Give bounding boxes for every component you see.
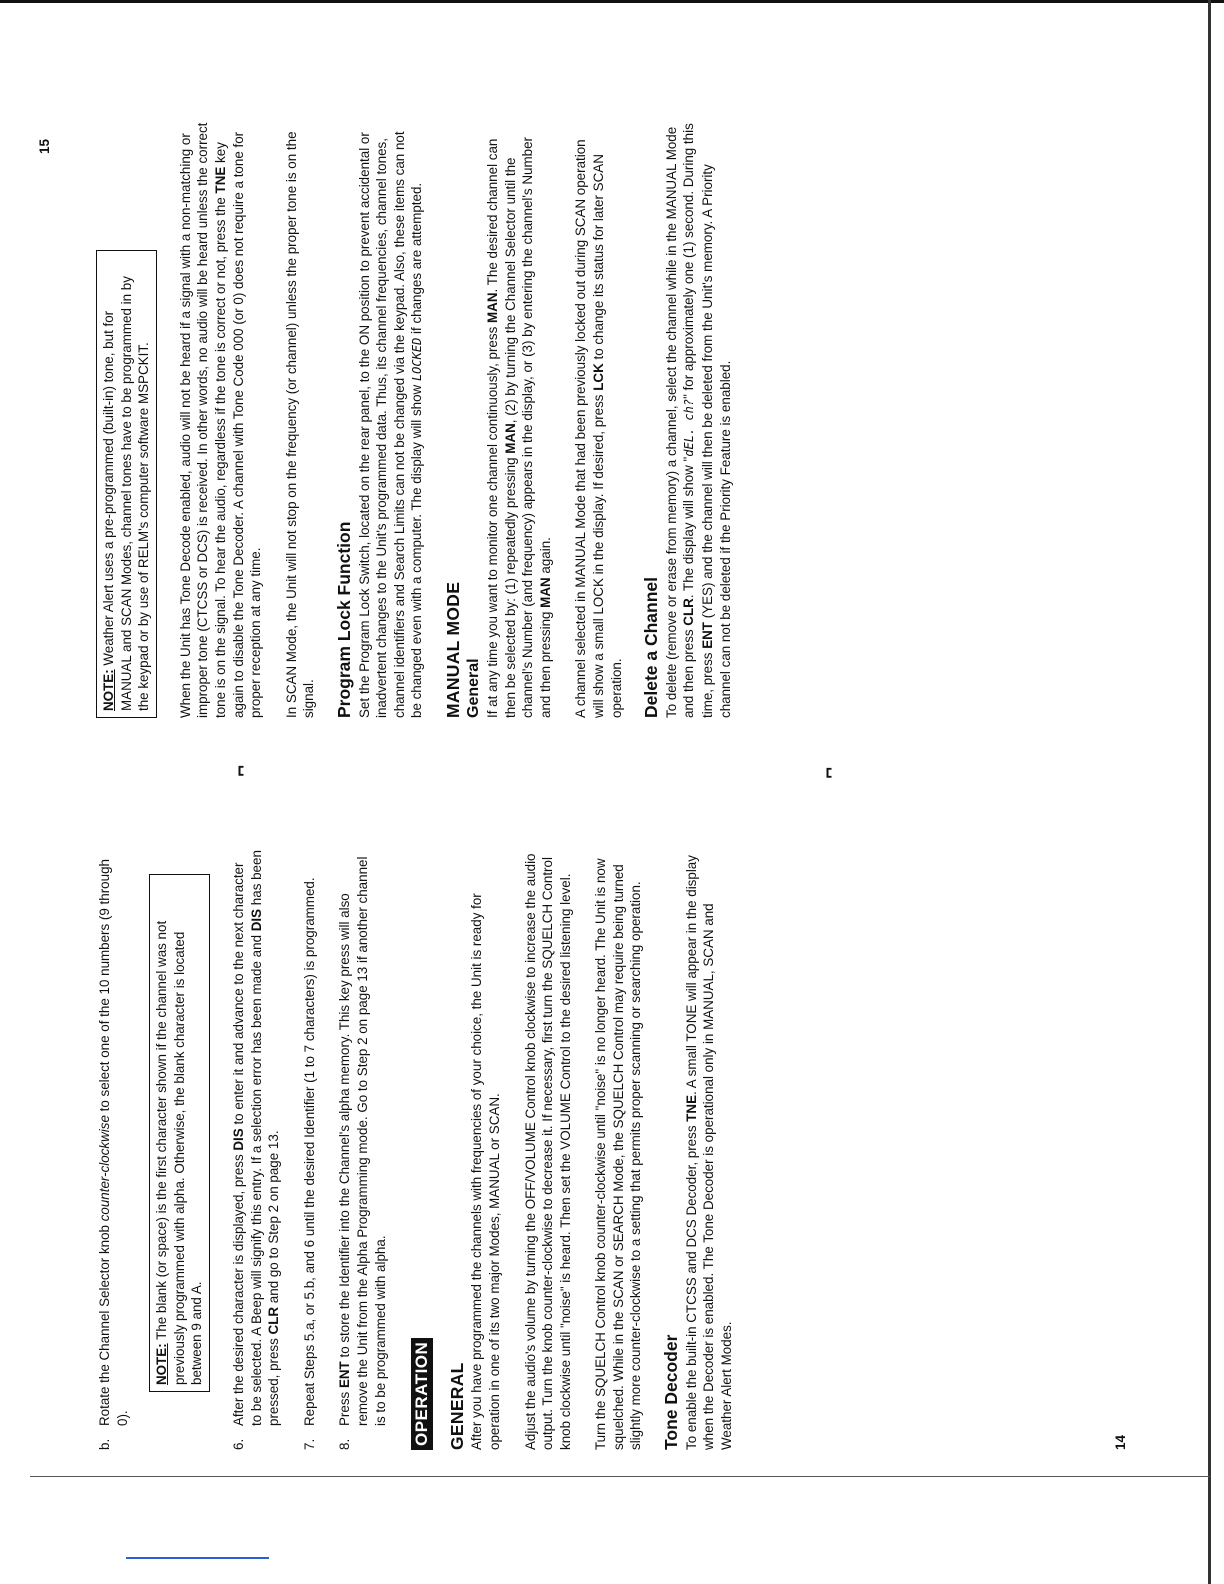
emphasis-text: counter-clockwise	[97, 1115, 112, 1222]
text-run: , (2) by turning the Channel Selector until the channel's Number (and frequency) appears in the display, or (3) by entering the channel's Number and then pressing	[502, 137, 553, 718]
text-run: . The display will show "	[681, 456, 697, 599]
program-lock-paragraph	[356, 118, 427, 718]
volume-paragraph: Adjust the audio's volume by turning the OFF/VOLUME Control knob clockwise to increase the audio output. Turn the knob counter-clockwise to decrease it. If necessary, first turn the SQUELCH Control knob clockwise until "noise" is heard. Then set the VOLUME Control to the desired listening level.	[522, 853, 573, 1450]
key-name: ENT	[700, 622, 716, 649]
scan-edge-mark	[1208, 0, 1211, 1584]
tone-decoder-heading: Tone Decoder	[661, 1334, 682, 1450]
note-label: NOTE:	[154, 1343, 170, 1385]
key-name: LCK	[591, 363, 607, 391]
note-box-weather-alert	[96, 250, 157, 718]
rotated-document-spread	[8, 68, 1128, 1548]
text-run: and go to Step 2 on page 13.	[266, 1130, 282, 1307]
text-run: to select one of the 10 numbers (9 through 0).	[97, 859, 130, 1426]
delete-channel-paragraph	[663, 118, 734, 718]
tone-decoder-paragraph	[683, 850, 736, 1450]
step-b	[96, 850, 131, 1450]
step-7-text	[301, 850, 319, 1426]
step-6-number: 6.	[230, 1438, 246, 1450]
key-name: ENT	[337, 1361, 353, 1389]
key-name: MAN	[502, 423, 518, 454]
text-run: A channel selected in MANUAL Mode that had been previously locked out during SCAN operation will show a small LOCK in the display. If desired, press	[573, 139, 607, 718]
note-label: NOTE:	[101, 669, 116, 711]
text-run: to store the Identifier into the Channel's alpha memory. This key press will also remove the Unit from the Alpha Programming mode. Go to Step 2 on page 13 if another channel is to be programmed with alpha.	[337, 856, 388, 1426]
squelch-paragraph: Turn the SQUELCH Control knob counter-clockwise until "noise" is no longer heard. The Unit is now squelched. While in the SCAN or SEARCH Mode, the SQUELCH Control may require being turned slightly more counter-clockwise to a setting that permits proper scanning or searching operation.	[593, 858, 644, 1450]
step-7	[301, 850, 319, 1450]
page-number-15: 15	[37, 138, 52, 154]
operation-section-heading: OPERATION	[411, 1338, 433, 1450]
program-lock-heading: Program Lock Function	[333, 521, 354, 718]
text-run: to change its status for later SCAN operation.	[591, 154, 624, 718]
text-run: Press	[337, 1388, 353, 1426]
text-run: again.	[537, 537, 553, 578]
manual-page-14	[96, 850, 1128, 1450]
display-text: dEL. ch?	[682, 398, 697, 457]
manual-general-heading: General	[464, 658, 482, 718]
step-b-number: b.	[97, 1438, 112, 1450]
text-run: to enter it and advance to the next character to be selected. A Beep will signify this entry. If a selection error has been made and	[230, 862, 264, 1426]
margin-bracket-bottom: ⎴	[826, 767, 856, 778]
tone-decode-paragraph	[177, 118, 265, 718]
manual-mode-heading: MANUAL MODE	[442, 581, 463, 718]
step-b-text	[96, 850, 131, 1426]
top-edge-rule	[0, 0, 1224, 3]
manual-general-paragraph	[484, 118, 554, 718]
key-name: MAN	[537, 577, 553, 608]
general-heading: GENERAL	[446, 1362, 467, 1450]
manual-page-15	[37, 118, 752, 718]
step-6-text	[230, 850, 283, 1426]
key-name: TNE	[212, 166, 228, 194]
text-run: To delete (remove or erase from memory) a channel, select the channel while in the MANUAL Mode and then press	[663, 126, 697, 718]
general-paragraph: After you have programmed the channels with frequencies of your choice, the Unit is ready for operation in one of its two major Modes, MANUAL or SCAN.	[469, 893, 502, 1450]
text-run: When the Unit has Tone Decode enabled, audio will not be heard if a signal with a non-matching or improper tone (CTCSS or DCS) is received. In other words, no audio will be heard unless the correct tone is on the signal. To hear the audio, regardless if the tone is correct or not, press the	[177, 122, 228, 718]
page-underline-mark	[126, 1557, 269, 1559]
note-text: The blank (or space) is the first character shown if the channel was not previously programmed with alpha. Otherwise, the blank character is located between 9 and A.	[154, 920, 205, 1385]
key-name: DIS	[248, 908, 264, 932]
text-run: if changes are attempted.	[409, 182, 425, 338]
text-run: . The desired channel can then be selected by: (1) repeatedly pressing	[485, 138, 518, 718]
margin-bracket-top: ⎴	[238, 765, 268, 776]
delete-channel-heading: Delete a Channel	[641, 576, 662, 718]
step-8	[336, 850, 389, 1450]
step-7-number: 7.	[301, 1438, 317, 1450]
key-name: CLR	[681, 598, 697, 626]
text-run: Rotate the Channel Selector knob	[97, 1221, 112, 1426]
note-text: Weather Alert uses a pre-programmed (built-in) tone, but for MANUAL and SCAN Modes, channel tones have to be programmed in by the keypad or by use of RELM's computer software MSPCKIT.	[101, 276, 152, 711]
step-8-text	[336, 850, 389, 1426]
text-run: has been pressed, press	[248, 850, 282, 1426]
text-run: Set the Program Lock Switch, located on the rear panel, to the ON position to prevent accidental or inadvertent changes to the Unit's programmed data. Thus, its channel frequencies, channel tones, channel identifiers and Search Limits can not be changed via the keypad. Also, these items can not be changed even with a computer. The display will show	[356, 131, 425, 718]
lock-channel-paragraph	[572, 118, 625, 718]
text-run: After the desired character is displayed, press	[230, 1150, 246, 1426]
scan-mode-paragraph: In SCAN Mode, the Unit will not stop on the frequency (or channel) unless the proper tone is on the signal.	[283, 131, 317, 718]
text-run: key again to disable the Tone Decoder. A channel with Tone Code 000 (or 0) does not require a tone for proper reception at any time.	[212, 131, 264, 718]
step-6	[230, 850, 283, 1450]
text-run: To enable the built-in CTCSS and DCS Decoder, press	[683, 1121, 699, 1450]
page-number-14: 14	[1113, 1434, 1128, 1450]
text-run: . A small TONE will appear in the display when the Decoder is enabled. The Tone Decoder is operational only in MANUAL, SCAN and Weather Alert Modes.	[683, 855, 734, 1450]
text-run: (YES) and the channel will then be deleted from the Unit's memory. A Priority channel can not be deleted if the Priority Feature is enabled.	[700, 164, 733, 718]
display-text: LOCKED	[410, 337, 425, 382]
text-run: If at any time you want to monitor one channel continuously, press	[485, 323, 501, 718]
text-run: " for approximately one (1) second. During this time, press	[681, 123, 716, 718]
step-8-number: 8.	[337, 1438, 353, 1450]
key-name: DIS	[230, 1128, 246, 1151]
text-run: Repeat Steps 5.a, or 5.b, and 6 until the desired Identifier (1 to 7 characters) is programmed.	[301, 877, 317, 1426]
key-name: TNE	[683, 1094, 699, 1122]
note-box-blank-character	[149, 874, 210, 1392]
key-name: MAN	[485, 292, 501, 323]
key-name: CLR	[266, 1306, 282, 1335]
